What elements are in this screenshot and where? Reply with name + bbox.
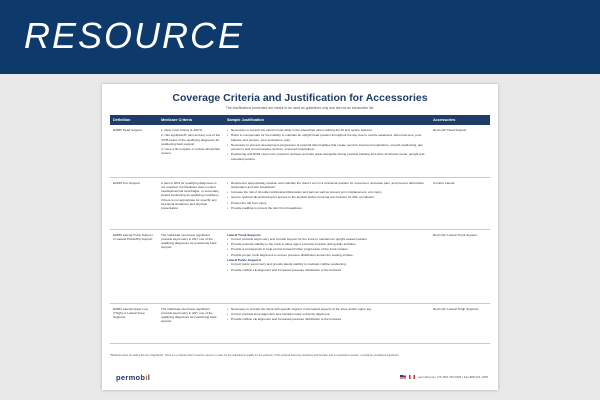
- criteria-item: 1. Meet most criteria (1-4/R/T).: [161, 128, 204, 132]
- justification-item: • Helps to compensate for the inability to maintain an upright head position throughout the day due to muscle weakness, abnormal tone, poor balance and posture, poor endurance, pain.: [227, 133, 427, 142]
- table-row: [110, 177, 490, 229]
- table-header-row: [110, 115, 490, 125]
- justification-item: • Correct pelvic asymmetry and provide lateral stability to maintain midline positioning.: [227, 262, 427, 266]
- logo-text-tail: l: [147, 373, 151, 382]
- row-criteria: [158, 303, 224, 343]
- banner-title: RESOURCE: [24, 15, 245, 56]
- justification-item: • Increase the risk of shoulder subluxation/dislocation and pain as well as prevent arm misplacement, arm injury.: [227, 190, 427, 194]
- justification-item: • Provide a counterpoint to help control forward further progression of the trunk rotation.: [227, 247, 427, 251]
- logo-text-dot: i: [145, 373, 148, 382]
- header-medicare-criteria: Medicare Criteria: [158, 115, 224, 125]
- justification-item: • Provide padding to protect the skin from breakdown.: [227, 206, 427, 210]
- justification-item: • Protect the UE from injury.: [227, 201, 427, 205]
- justification-subheading: Lateral Pelvic Supports: [227, 257, 262, 262]
- row-definition: E0956 Lateral Trunk Support or Lateral Pelvis/Hip Support: [110, 229, 158, 303]
- justification-item: • Secure optimal UE positioning for access to the joystick and/or proximal arm function for ADL completion.: [227, 195, 427, 199]
- row-accessory: Red Link* Lateral Trunk Support: [430, 229, 490, 303]
- header-sample-justification: Sample Justification: [224, 115, 430, 125]
- footer-contact: [400, 375, 488, 379]
- resource-banner: [0, 0, 600, 74]
- criteria-item: The individual must have significant postural asymmetry in ANY one of the qualifying diagnoses for positioning back support.: [161, 232, 217, 250]
- justification-item: • Necessary to provide the client with specific support to the lateral aspects of the knee and/or upper leg.: [227, 307, 427, 311]
- header-definition: Definition: [110, 115, 158, 125]
- justification-item: • Required to appropriately position and maintain the client's arm in a functional position for movement, decrease pain, and prevent deformities, subluxation and skin breakdown.: [227, 181, 427, 190]
- row-justification: [224, 125, 430, 177]
- justification-item: • Necessary to support the client's head while in the wheelchair when utilizing the tilt and recline features.: [227, 128, 427, 132]
- justification-item: • Necessary to prevent development progression of postural abnormalities that create need for improved respirations, smooth swallowing, jaw access to and communicative devices, improved respirations.: [227, 143, 427, 152]
- document-page: [102, 84, 498, 390]
- row-justification: [224, 177, 430, 229]
- justification-item: • Positioning and ROM must cover posterior surfaces and skin areas alongside during postural tracking and other functional needs, upright and extended posture.: [227, 152, 427, 161]
- row-justification: [224, 229, 430, 303]
- row-criteria: [158, 125, 224, 177]
- footnote: *Medicare does not define the term Significant. There is no criterion that it must be 'severe' in order for the individual to qualify for the products. If the postural deformity interferes with function and is expected to worsen, it would be considered significant.: [110, 354, 400, 357]
- permobil-logo: [116, 373, 150, 382]
- row-definition: E2295 Arm Support: [110, 177, 158, 229]
- logo-text-main: permob: [116, 373, 146, 382]
- criteria-item: A pain to 60% for qualifying diagnoses is not required, but Medicare does monitor needs/abnormal tone/fragile, or secondary locked positioning as qualifying conditions, if there is not appropriate for specific arm functional limitations and physical presentation.: [161, 180, 220, 211]
- row-criteria: [158, 177, 224, 229]
- us-flag-icon: [400, 375, 406, 379]
- criteria-item: 2. Has significant® pain and any one of the 4/T/B below of the qualifying diagnoses for positioning back support.: [161, 133, 221, 146]
- row-justification: [224, 303, 430, 343]
- justification-item: • Correct postural knee alignment and maintain lower extremity alignment.: [227, 312, 427, 316]
- justification-item: • Provide midline LE alignment and increased pressure distribution to the buttocks.: [227, 317, 427, 321]
- document-subtitle: The clarifications presented are meant to be used as guidelines only and are not an exhaustive list.: [225, 106, 375, 110]
- justification-item: • Provide postural stability to the trunk to allow upper extremity function during daily activities.: [227, 242, 427, 246]
- row-criteria: [158, 229, 224, 303]
- justification-item: • Provide proper trunk alignment to ensure pressure distribution across the seating surface.: [227, 253, 427, 257]
- justification-item: • Correct postural asymmetry and provide support for the trunk to maintain an upright seated position.: [227, 237, 427, 241]
- document-title: Coverage Criteria and Justification for Accessories: [172, 92, 428, 104]
- criteria-table: [110, 115, 490, 344]
- criteria-item: 3. Uses a tilt-in-space or recline wheelchair system.: [161, 147, 220, 156]
- canada-flag-icon: [409, 375, 415, 379]
- justification-item: • Provide midline LE alignment and increased pressure distribution to the buttocks.: [227, 268, 427, 272]
- row-accessory: Comfort Lateral: [430, 177, 490, 229]
- table-row: [110, 229, 490, 303]
- row-definition: E0955 Head Support: [110, 125, 158, 177]
- header-accessories: Accessories: [430, 115, 490, 125]
- table-row: [110, 303, 490, 343]
- criteria-item: The individual must have significant postural asymmetry in ANY one of the qualifying diagnoses for positioning back support.: [161, 306, 217, 324]
- row-definition: E0953 Lateral Upper Leg (Thigh) or Lateral Knee Supports: [110, 303, 158, 343]
- justification-subheading: Lateral Trunk Supports: [227, 232, 261, 237]
- table-row: [110, 125, 490, 177]
- footer-contact-text: permobil.com | Ph 800.736.0925 | Fax 888.231.1256: [418, 375, 488, 379]
- row-accessory: Red Link* Head Support: [430, 125, 490, 177]
- row-accessory: Red Link* Lateral Thigh Supports: [430, 303, 490, 343]
